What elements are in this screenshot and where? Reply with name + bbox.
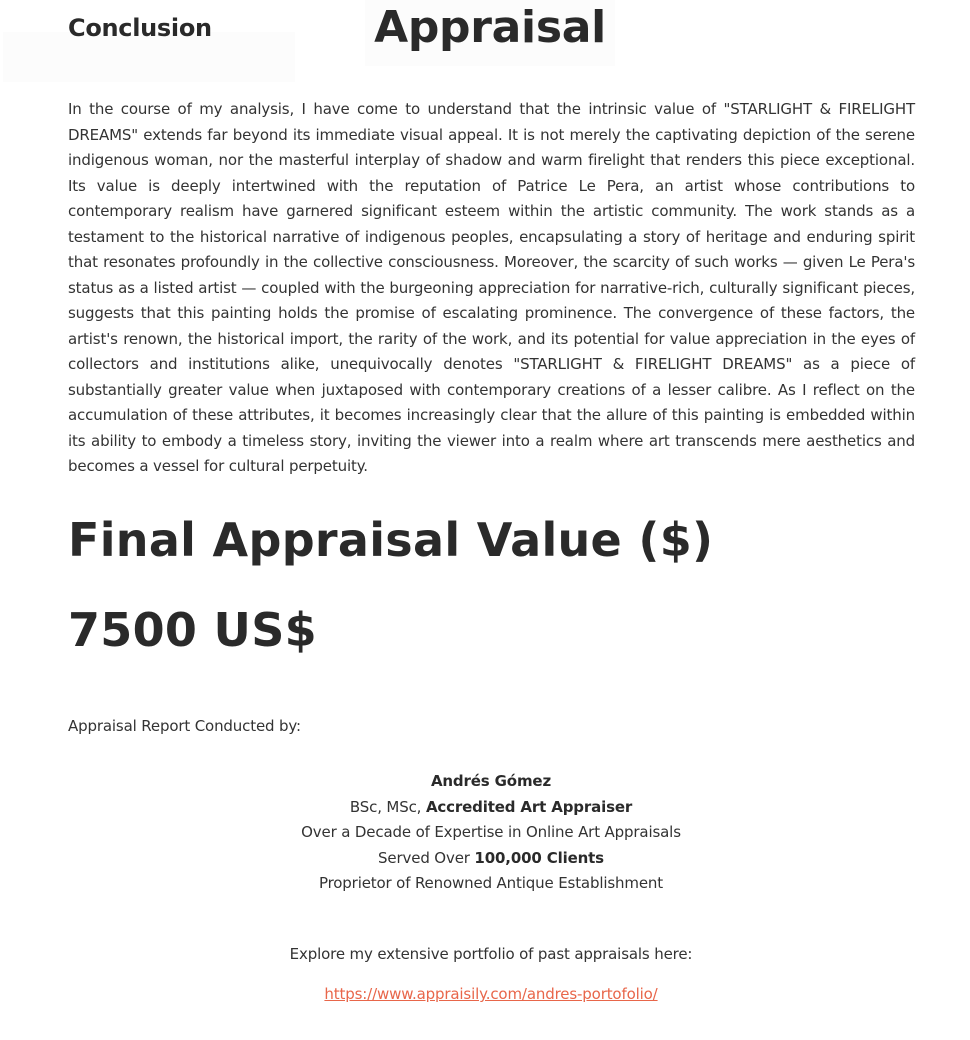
portfolio-link-container — [0, 983, 970, 1005]
conducted-by-label: Appraisal Report Conducted by: — [68, 717, 301, 735]
appraiser-name: Andrés Gómez — [430, 772, 552, 790]
appraiser-title-line — [0, 795, 970, 821]
portfolio-link[interactable]: https://www.appraisily.com/andres-portofolio/ — [324, 985, 658, 1003]
clients-prefix: Served Over — [378, 848, 475, 867]
appraiser-degrees: BSc, MSc, — [349, 797, 426, 816]
appraiser-name-line — [0, 769, 970, 795]
clients-count: 100,000 Clients — [474, 848, 604, 867]
page-title-container — [365, 0, 615, 66]
portfolio-intro: Explore my extensive portfolio of past appraisals here: — [289, 945, 693, 963]
final-value-heading: Final Appraisal Value ($) — [68, 513, 714, 567]
page-title: Appraisal — [374, 2, 606, 53]
appraiser-credentials — [0, 769, 970, 897]
appraiser-clients-line — [0, 846, 970, 872]
appraiser-title: Accredited Art Appraiser — [425, 797, 633, 816]
appraiser-expertise: Over a Decade of Expertise in Online Art Appraisals — [301, 823, 681, 841]
appraiser-proprietor: Proprietor of Renowned Antique Establishment — [318, 874, 664, 892]
conclusion-paragraph: In the course of my analysis, I have come to understand that the intrinsic value of "STARLIGHT & FIRELIGHT DREAMS" extends far beyond its immediate visual appeal. It is not merely the captivating depiction of the serene indigenous woman, nor the masterful interplay of shadow and warm firelight that renders this piece exceptional. Its value is deeply intertwined with the reputation of Patrice Le Pera, an artist whose contributions to contemporary realism have garnered significant esteem within the artistic community. The work stands as a testament to the historical narrative of indigenous peoples, encapsulating a story of heritage and enduring spirit that resonates profoundly in the collective consciousness. Moreover, the scarcity of such works — given Le Pera's status as a listed artist — coupled with the burgeoning appreciation for narrative-rich, culturally significant pieces, suggests that this painting holds the promise of escalating prominence. The convergence of these factors, the artist's renown, the historical import, the rarity of the work, and its potential for value appreciation in the eyes of collectors and institutions alike, unequivocally denotes "STARLIGHT & FIRELIGHT DREAMS" as a piece of substantially greater value when juxtaposed with contemporary creations of a lesser calibre. As I reflect on the accumulation of these attributes, it becomes increasingly clear that the allure of this painting is embedded within its ability to embody a timeless story, inviting the viewer into a realm where art transcends mere aesthetics and becomes a vessel for cultural perpetuity. — [68, 100, 915, 475]
final-value-amount: 7500 US$ — [68, 603, 317, 657]
conclusion-heading: Conclusion — [68, 14, 212, 42]
